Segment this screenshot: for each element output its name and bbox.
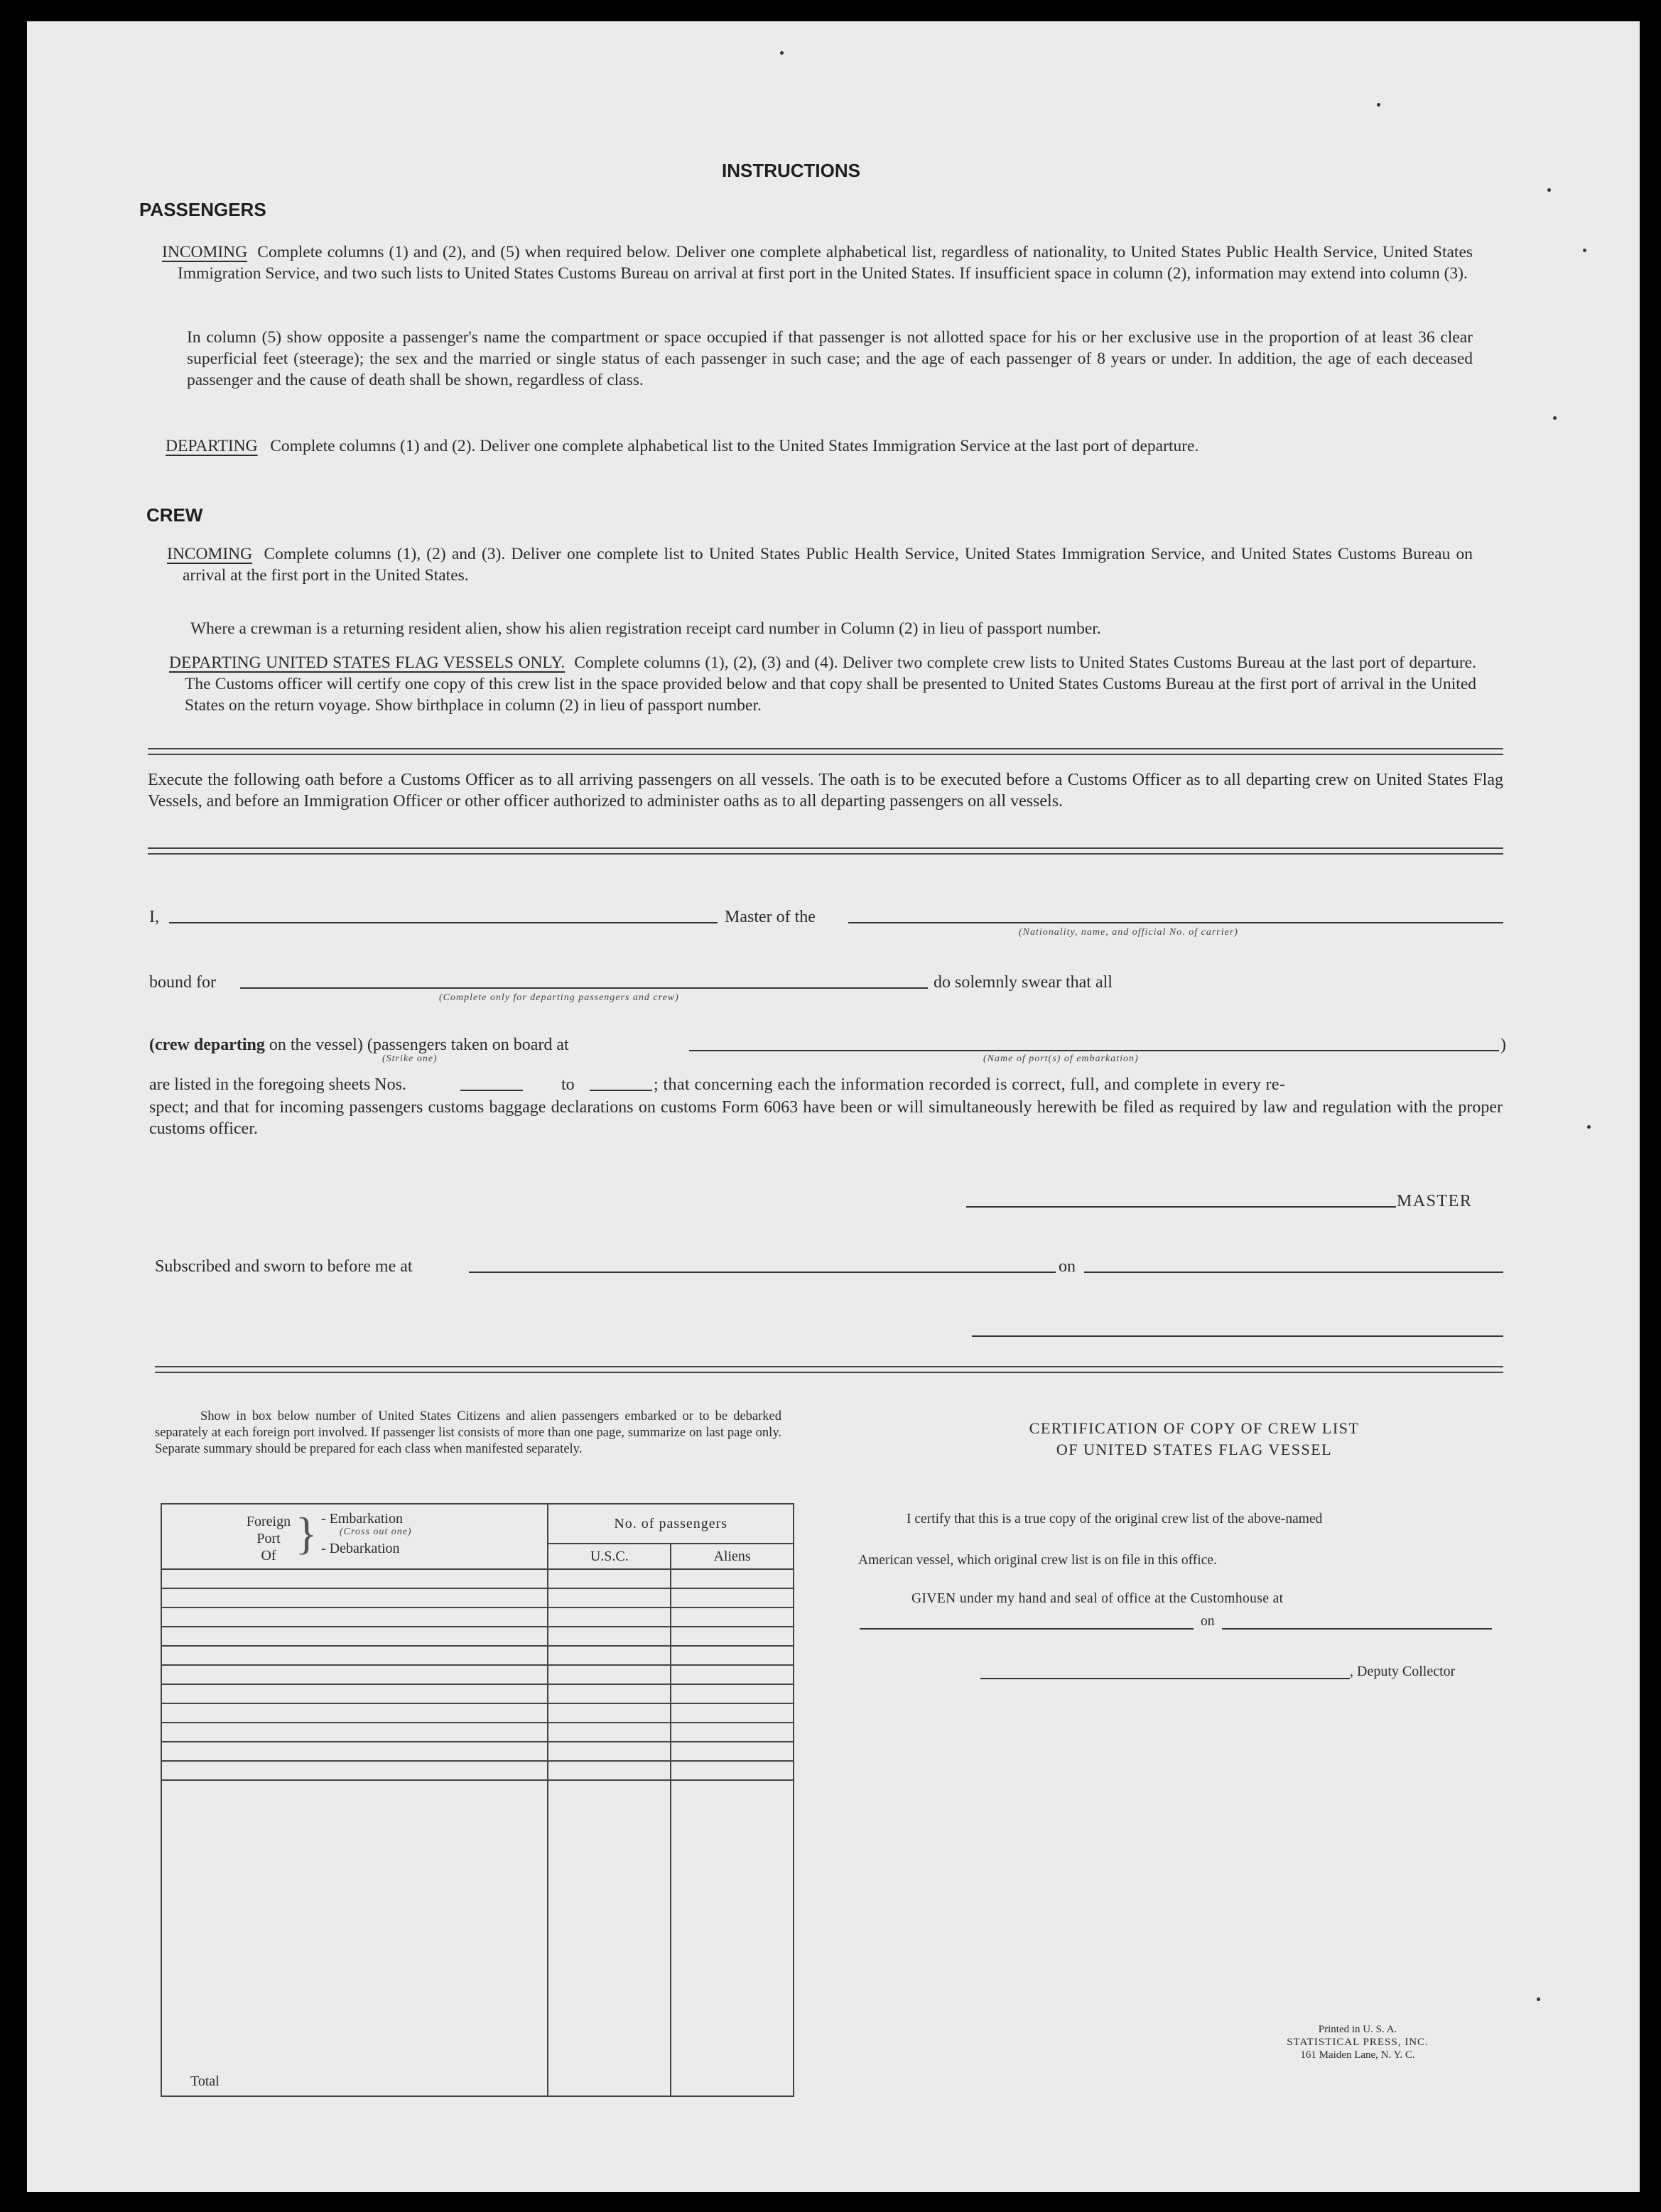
listed-text: spect; and that for incoming passengers customs baggage declarations on customs Form 6063 have been or will simultaneously herewith be filed as required by law and regulation with the proper customs officer.: [149, 1098, 1503, 1138]
summary-row: [161, 1646, 794, 1665]
resident-alien-paragraph: Where a crewman is a returning resident alien, show his alien registration receipt card number in Column (2) in lieu of passport number.: [190, 619, 1101, 638]
of-label: Of: [261, 1548, 276, 1563]
summary-row: [161, 1723, 794, 1742]
sheet-from-field[interactable]: [460, 1090, 523, 1091]
printer-line-2: STATISTICAL PRESS, INC.: [1287, 2037, 1429, 2048]
cert-on-label: on: [1201, 1614, 1215, 1629]
cert-date-field[interactable]: [1222, 1628, 1492, 1630]
sworn-place-field[interactable]: [469, 1272, 1056, 1273]
certify-line-1: I certify that this is a true copy of the original crew list of the above-named: [907, 1512, 1323, 1527]
printer-imprint: [1283, 2023, 1432, 2061]
certify-line-2: American vessel, which original crew list is on file in this office.: [858, 1553, 1217, 1568]
crew-incoming-text: Complete columns (1), (2) and (3). Deliver one complete list to United States Public Health Service, United States Immigration Service, and United States Customs Bureau on arrival at the first port in the United States.: [183, 545, 1473, 585]
divider: [148, 748, 1503, 755]
aliens-cell[interactable]: [671, 1761, 794, 1780]
passengers-taken-label[interactable]: (passengers taken on board at: [367, 1036, 569, 1054]
ports-field[interactable]: [689, 1050, 1499, 1051]
port-label: Port: [256, 1531, 281, 1546]
aliens-total-cell[interactable]: [671, 1780, 794, 2096]
summary-row: [161, 1703, 794, 1723]
port-cell[interactable]: [161, 1608, 548, 1627]
port-cell[interactable]: [161, 1684, 548, 1703]
passengers-departing-tag: DEPARTING: [166, 437, 258, 455]
usc-header: U.S.C.: [548, 1544, 671, 1569]
port-cell[interactable]: [161, 1646, 548, 1665]
strike-choice-line: [149, 1036, 569, 1055]
port-cell[interactable]: [161, 1588, 548, 1608]
ports-hint: (Name of port(s) of embarkation): [983, 1053, 1139, 1064]
usc-cell[interactable]: [548, 1703, 671, 1723]
port-cell[interactable]: [161, 1742, 548, 1761]
crew-heading: CREW: [146, 504, 203, 526]
usc-cell[interactable]: [548, 1569, 671, 1588]
bound-for-label: bound for: [149, 973, 216, 992]
master-label: MASTER: [1397, 1192, 1473, 1210]
aliens-cell[interactable]: [671, 1569, 794, 1588]
usc-cell[interactable]: [548, 1627, 671, 1646]
to-label: to: [561, 1075, 575, 1094]
brace-icon: }: [296, 1508, 318, 1558]
foreign-port-of-label: [240, 1513, 297, 1564]
aliens-cell[interactable]: [671, 1588, 794, 1608]
speck: [1553, 416, 1557, 420]
on-vessel-label: on the vessel): [269, 1036, 363, 1054]
nationality-hint: (Nationality, name, and official No. of carrier): [1019, 927, 1238, 938]
usc-cell[interactable]: [548, 1646, 671, 1665]
usc-cell[interactable]: [548, 1723, 671, 1742]
carrier-field[interactable]: [848, 922, 1503, 923]
aliens-cell[interactable]: [671, 1723, 794, 1742]
port-cell[interactable]: [161, 1665, 548, 1684]
port-cell[interactable]: [161, 1627, 548, 1646]
on-label: on: [1059, 1257, 1076, 1276]
aliens-cell[interactable]: [671, 1665, 794, 1684]
port-cell[interactable]: [161, 1569, 548, 1588]
sheet-to-field[interactable]: [590, 1090, 652, 1091]
summary-instructions: Show in box below number of United States Citizens and alien passengers embarked or to be debarked separately at each foreign port involved. If passenger list consists of more than one page, summarize on last page only. Separate summary should be prepared for each class when manifested separately.: [155, 1409, 781, 1456]
aliens-cell[interactable]: [671, 1703, 794, 1723]
total-row: [161, 1780, 794, 2096]
master-name-field[interactable]: [169, 922, 718, 923]
crew-departing-text: Complete columns (1), (2), (3) and (4). Deliver two complete crew lists to United States Customs Bureau at the last port of departure. The Customs officer will certify one copy of this crew list in the space provided below and that copy shall be presented to United States Customs Bureau at the first port of arrival in the United States on the return voyage. Show birthplace in column (2) in lieu of passport number.: [185, 654, 1476, 715]
total-label: Total: [161, 1780, 548, 2096]
port-header-cell: [161, 1504, 548, 1569]
debarkation-label[interactable]: - Debarkation: [321, 1541, 400, 1556]
port-cell[interactable]: [161, 1703, 548, 1723]
officer-signature-field[interactable]: [972, 1335, 1503, 1337]
subscribed-label: Subscribed and sworn to before me at: [155, 1257, 413, 1276]
divider: [148, 847, 1503, 855]
passengers-incoming-text: Complete columns (1) and (2), and (5) when required below. Deliver one complete alphabetical list, regardless of nationality, to United States Public Health Service, United States Immigration Service, and two such lists to United States Customs Bureau on arrival at first port in the United States. If insufficient space in column (2), information may extend into column (3).: [178, 243, 1473, 283]
speck: [1547, 188, 1551, 192]
speck: [780, 51, 784, 55]
usc-cell[interactable]: [548, 1761, 671, 1780]
aliens-cell[interactable]: [671, 1742, 794, 1761]
deputy-signature-field[interactable]: [980, 1678, 1350, 1679]
passengers-departing-paragraph: [166, 435, 1473, 457]
summary-row: [161, 1608, 794, 1627]
swear-label: do solemnly swear that all: [934, 973, 1113, 992]
column5-paragraph: In column (5) show opposite a passenger's name the compartment or space occupied if that passenger is not allotted space for his or her exclusive use in the proportion of at least 36 clear superficial feet (steerage); the sex and the married or single status of each passenger in such case; and the age of each passenger of 8 years or under. In addition, the age of each deceased passenger and the cause of death shall be shown, regardless of class.: [187, 328, 1473, 389]
sworn-date-field[interactable]: [1084, 1272, 1503, 1273]
embarkation-label[interactable]: - Embarkation: [321, 1511, 403, 1527]
usc-cell[interactable]: [548, 1608, 671, 1627]
port-cell[interactable]: [161, 1761, 548, 1780]
crew-incoming-paragraph: [167, 543, 1473, 586]
closing-paren: ): [1500, 1036, 1506, 1054]
passengers-incoming-paragraph: [162, 242, 1473, 284]
complete-only-hint: (Complete only for departing passengers and crew): [439, 992, 679, 1003]
usc-cell[interactable]: [548, 1742, 671, 1761]
form-sheet: [27, 21, 1640, 2192]
summary-row: [161, 1742, 794, 1761]
summary-row: [161, 1761, 794, 1780]
speck: [1537, 1997, 1540, 2001]
passengers-heading: PASSENGERS: [139, 199, 266, 220]
foreign-label: Foreign: [246, 1514, 291, 1529]
passengers-incoming-tag: INCOMING: [162, 243, 248, 261]
passenger-summary-table: [161, 1503, 794, 2097]
aliens-header: Aliens: [671, 1544, 794, 1569]
printer-line-1: Printed in U. S. A.: [1318, 2024, 1397, 2035]
i-label: I,: [149, 908, 159, 926]
printer-line-3: 161 Maiden Lane, N. Y. C.: [1300, 2049, 1415, 2061]
passengers-departing-text: Complete columns (1) and (2). Deliver one complete alphabetical list to the United States Immigration Service at the last port of departure.: [270, 437, 1199, 455]
master-of-label: Master of the: [725, 908, 816, 926]
speck: [1587, 1125, 1591, 1129]
speck: [1377, 103, 1380, 107]
certification-title-2: OF UNITED STATES FLAG VESSEL: [1056, 1441, 1333, 1458]
usc-cell[interactable]: [548, 1588, 671, 1608]
customhouse-field[interactable]: [860, 1628, 1194, 1630]
page-title: INSTRUCTIONS: [722, 160, 860, 181]
master-signature-field[interactable]: [966, 1206, 1396, 1208]
summary-row: [161, 1588, 794, 1608]
bound-for-field[interactable]: [240, 987, 928, 989]
listed-label: are listed in the foregoing sheets Nos.: [149, 1075, 406, 1094]
summary-row: [161, 1684, 794, 1703]
usc-total-cell[interactable]: [548, 1780, 671, 2096]
crew-departing-paragraph: [169, 652, 1476, 716]
deputy-collector-label: , Deputy Collector: [1350, 1664, 1456, 1679]
no-of-passengers-header: No. of passengers: [548, 1504, 794, 1544]
aliens-cell[interactable]: [671, 1608, 794, 1627]
summary-row: [161, 1569, 794, 1588]
aliens-cell[interactable]: [671, 1627, 794, 1646]
summary-row: [161, 1665, 794, 1684]
strike-hint: (Strike one): [382, 1053, 438, 1064]
aliens-cell[interactable]: [671, 1684, 794, 1703]
crew-departing-label[interactable]: (crew departing: [149, 1036, 265, 1054]
given-line: GIVEN under my hand and seal of office at the Customhouse at: [911, 1591, 1284, 1606]
cross-out-hint: (Cross out one): [340, 1527, 412, 1537]
crew-departing-tag: DEPARTING UNITED STATES FLAG VESSELS ONLY.: [169, 654, 566, 672]
summary-row: [161, 1627, 794, 1646]
listed-rest: ; that concerning each the information recorded is correct, full, and complete in every re-: [654, 1075, 1286, 1094]
aliens-cell[interactable]: [671, 1646, 794, 1665]
speck: [1583, 249, 1586, 252]
divider: [155, 1366, 1503, 1373]
usc-cell[interactable]: [548, 1684, 671, 1703]
port-cell[interactable]: [161, 1723, 548, 1742]
certification-title-1: CERTIFICATION OF COPY OF CREW LIST: [1029, 1419, 1360, 1437]
oath-instructions: Execute the following oath before a Customs Officer as to all arriving passengers on all vessels. The oath is to be executed before a Customs Officer as to all departing crew on United States Flag Vessels, and before an Immigration Officer or other officer authorized to administer oaths as to all departing passengers on all vessels.: [148, 771, 1503, 810]
usc-cell[interactable]: [548, 1665, 671, 1684]
crew-incoming-tag: INCOMING: [167, 545, 253, 563]
